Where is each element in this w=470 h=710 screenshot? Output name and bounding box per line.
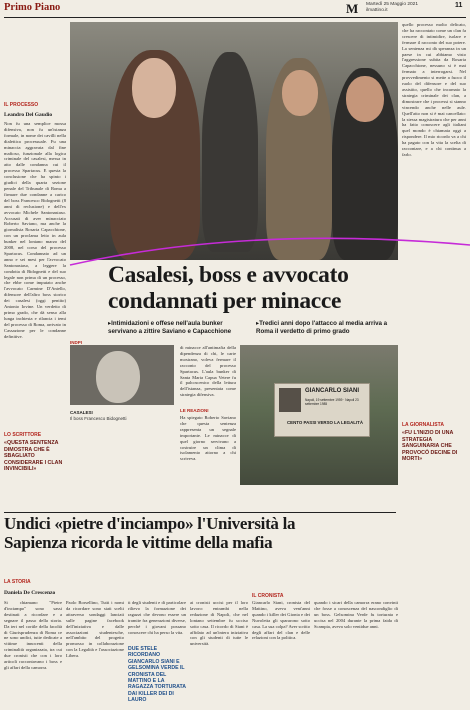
section-title: Primo Piano xyxy=(4,2,61,13)
memorial-name: GIANCARLO SIANI xyxy=(305,388,359,394)
portrait-head xyxy=(96,351,140,403)
bottom-headline: Undici «pietre d'inciampo» l'Università la Sapienza ricorda le vittime della mafia xyxy=(4,514,296,552)
bottom-tag: LA STORIA xyxy=(4,579,31,585)
section-tag: IL PROCESSO xyxy=(4,102,39,108)
page-header xyxy=(4,2,466,16)
deck-arrow-icon: ▸ xyxy=(108,320,112,327)
quote-left: «QUESTA SENTENZA DIMOSTRA CHE È SBAGLIATO CONSIDERARE I CLAN INVINCIBILI» xyxy=(4,440,63,473)
photo-figure-man-center-face xyxy=(282,70,318,116)
sub-tag-right: LA GIORNALISTA xyxy=(402,422,444,428)
bottom-col-5: Giancarlo Siani, cronista del Mattino, aveva vent'anni quando i killer dei Gionta e dei Nuvoletta gli spararono sotto casa. La sua colpa? Aver scritto degli affari del clan e delle relazioni con la politica. xyxy=(252,600,310,641)
bottom-col-4: ai cronisti uccisi per il loro lavoro: entrambi nella redazione di Napoli, che nel lontano settembre fu ucciso sotto casa. Il ricordo di Siani è affidato ad un'intera iniziativa con gli studenti di tutte le università. xyxy=(190,600,248,647)
site-url: ilmattino.it xyxy=(366,8,388,13)
byline: Leandro Del Gaudio xyxy=(4,112,53,118)
header-rule xyxy=(4,17,466,18)
cronista-tag: IL CRONISTA xyxy=(252,593,284,599)
bottom-rule xyxy=(4,512,396,513)
deck-left-text: Intimidazioni e offese nell'aula bunker servivano a zittire Saviano e Capacchione xyxy=(108,320,232,335)
sub-tag-left: LO SCRITTORE xyxy=(4,432,42,438)
bottom-col-1: Si chiamano "Pietre d'inciampo" sono sassi destinati a ricordare e a segnare il passo della storia. Da ieri nel cortile della facoltà di Giurisprudenza di Roma ce ne sono undici, tutte dedicate a vittime innocenti della criminalità organizzata, tra cui due cronisti che con i loro articoli raccontavano i boss e gli affari della camorra. xyxy=(4,600,62,670)
quote-right: «FU L'INIZIO DI UNA STRATEGIA SANGUINARIA CHE PROVOCÒ DECINE DI MORTI» xyxy=(402,430,458,463)
bottom-col-6: quando i sicari della camorra erano convinti che fosse a conoscenza del nascondiglio di un boss. Gelsomina Verde fu torturata e uccisa nel 2004 durante la prima faida di Scampia, aveva solo ventidue anni. xyxy=(314,600,398,629)
deck-right xyxy=(256,320,398,336)
page-number: 11 xyxy=(455,2,463,9)
newspaper-logo: M xyxy=(346,1,359,16)
article-body-right: quello processo molto delicato, che ha raccontato come un clan fa crescere di intimidire, isolare e fermare il racconto del suo potere. La sentenza mi dà speranza in un paese in cui abbiamo visto l'aggressione subita da Rosaria Capacchione, nessuno si è mai fermato a interrogarsi. Nel provvedimento si mette a fuoco il ruolo del difensore e del suo assistito, quello che incarnato la strategia criminale dei clan, a dimostrare che i processi si stanno vincendo anche nelle aule. Quell'atto non si è mai cancellato: la stessa magistratura che per anni ha fatto conoscere agli italiani quel mondo è chiamata oggi a rispondere. Il mio ricordo va a chi ha pagato con la vita la scelta di raccontare, e a chi continua a farlo. xyxy=(402,22,466,157)
deck-left xyxy=(108,320,248,336)
portrait-tag: INDPI xyxy=(70,340,83,345)
memorial-dates: Napoli, 19 settembre 1959 · Napoli 23 settembre 1985 xyxy=(305,398,359,406)
portrait-photo xyxy=(70,345,174,405)
reactions-body: Ha spiegato Roberto Saviano che questa sentenza rappresenta un segnale importante. Le minacce di quel giorno servivano a costruire un clima di isolamento attorno a chi scriveva. xyxy=(180,415,236,462)
pull-quote: DUE STELE RICORDANO GIANCARLO SIANI E GELSOMINA VERDE IL CRONISTA DEL MATTINO E LA RAGAZZA TORTURATA DAI KILLER DEI DI LAURO xyxy=(128,646,186,704)
bottom-byline: Daniela De Crescenzo xyxy=(4,590,56,596)
memorial-photo xyxy=(240,345,398,485)
deck-arrow-icon: ▸ xyxy=(256,320,260,327)
bottom-col-2: Paolo Borsellino, Tutti i nomi da ricordare sono stati scelti attraverso sondaggi lanciati sulle pagine facebook dell'iniziativa e dalle associazioni studentesche, nell'ambito del progetto promosso in collaborazione con la Legalità e l'associazione Libera. xyxy=(66,600,124,659)
article-body-left: Non fu una semplice mossa difensiva, non fu un'istanza formale, in nome dei cavilli nella dialettica processuale. Fu una minaccia aggravata dal fine mafioso, funzionale alla logica criminale del casalesi, messa in atto dalle condanna cui il processo Spartacus. E questa la conclusione che ha spinto i giudici della quarta sezione penale del Tribunale di Roma a firmare due condanne a carico del boss Francesco Bidognetti (8 anni di reclusione) e dell'ex avvocato Michele Santonastaso. Accusati di aver minacciato Roberto Saviano, ma anche la giornalista Rosaria Capacchione, con un proclama letto in aula bunker nel lontano marzo del 2008, nel corso del processo Spartacus. Condannato ad un anno e sei mesi per l'avvocato Santonastaso, a leggere la condotta di Bidognetti e del suo legale non prima di un processo, che ebbe come imputato anche l'avvocato Carmine D'Aniello, difensore dell'altro boss storico dei casalesi (oggi pentito) Antonio Iovine. Un verdetto di primo grado, che dà senso alla lunga inchiesta e rilancia i temi del processo di Roma, arrivato in Cassazione per le condanne definitive. xyxy=(4,121,66,339)
center-body: di minacce all'antimafia della dipendenza di chi, le carte mostrano, voleva fermare il racconto del processo Spartacus. L'aula bunker di Santa Maria Capua Vetere fu il palcoscenico della lettura dell'istanza, presentata come strategia difensiva. xyxy=(180,345,236,398)
issue-date: Martedì 25 Maggio 2021 xyxy=(366,2,418,7)
main-headline: Casalesi, boss e avvocato condannati per minacce xyxy=(108,262,349,314)
portrait-caption: CASALESI xyxy=(70,410,93,415)
memorial-plaque xyxy=(274,383,370,437)
memorial-caption: CENTO PASSI VERSO LA LEGALITÀ xyxy=(286,420,364,425)
photo-figure-woman-face xyxy=(132,58,176,118)
photo-figure-man-right-face xyxy=(346,76,384,122)
memorial-portrait xyxy=(279,388,301,412)
deck-right-text: Tredici anni dopo l'attacco al media arriva a Roma il verdetto di primo grado xyxy=(256,320,388,335)
reactions-tag: LE REAZIONI xyxy=(180,408,209,413)
bottom-col-3: ti degli studenti e di particolare rilievo la formazione dei ragazzi che devono essere un tramite fra generazioni diverse, perché i giovani possano conoscere chi ha perso la vita. xyxy=(128,600,186,635)
portrait-caption-2: Il boss Francesco Bidognetti xyxy=(70,416,127,421)
